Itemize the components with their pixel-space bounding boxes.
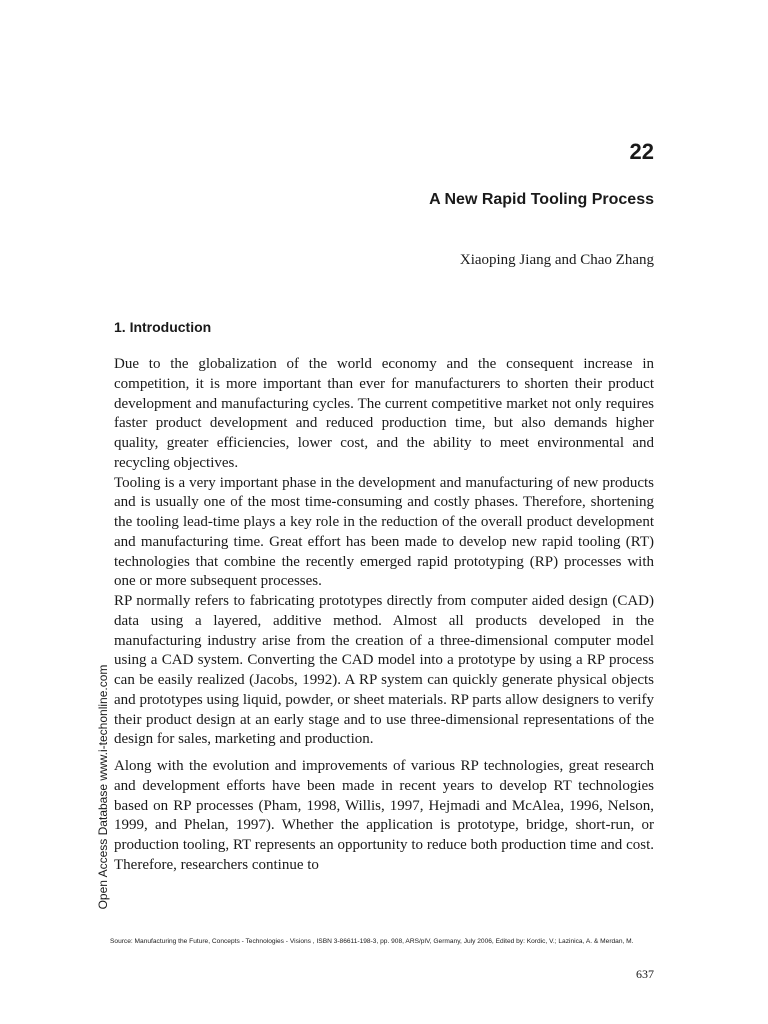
page-number: 637 [636,967,654,981]
source-citation: Source: Manufacturing the Future, Concepts - Technologies - Visions , ISBN 3-86611-198-3, pp. 908, ARS/plV, Germany, July 2006, Edited by: Kordic, V.; Lazinica, A. & Merdan, M. [110,938,634,945]
chapter-authors: Xiaoping Jiang and Chao Zhang [459,252,654,268]
chapter-title: A New Rapid Tooling Process [429,191,654,208]
paragraph-4: Along with the evolution and improvements of various RP technologies, great research and development efforts have been made in recent years to develop RT technologies based on RP processes (Pham, 1998, Willis, 1997, Hejmadi and McAlea, 1996, Nelson, 1999, and Phelan, 1997). Whether the application is prototype, bridge, short-run, or production tooling, RT represents an opportunity to reduce both production time and cost. Therefore, researchers continue to [114,758,654,873]
section-heading: 1. Introduction [114,319,212,335]
margin-note: Open Access Database www.i-techonline.com [96,664,110,910]
paragraph-3: RP normally refers to fabricating prototypes directly from computer aided design (CAD) data using a layered, additive method. Almost all products developed in the manufacturing industry arise from the creation of a three-dimensional computer model using a CAD system. Converting the CAD model into a prototype by using a RP process can be easily realized (Jacobs, 1992). A RP system can quickly generate physical objects and prototypes using liquid, powder, or sheet materials. RP parts allow designers to verify their product design at an early stage and to use three-dimensional representations of the design for sales, marketing and production. [114,593,654,748]
body-text [114,355,654,876]
chapter-number: 22 [629,139,654,164]
paragraph-1: Due to the globalization of the world economy and the consequent increase in competition, it is more important than ever for manufacturers to shorten their product development and manufacturing cycles. The current competitive market not only requires faster product development and reduced production time, but also demands higher quality, greater efficiencies, lower cost, and the ability to meet environmental and recycling objectives. [114,356,654,471]
paragraph-2: Tooling is a very important phase in the development and manufacturing of new products and is usually one of the most time-consuming and costly phases. Therefore, shortening the tooling lead-time plays a key role in the reduction of the overall product development and manufacturing time. Great effort has been made to develop new rapid tooling (RT) technologies that combine the recently emerged rapid prototyping (RP) processes with one or more subsequent processes. [114,474,654,590]
